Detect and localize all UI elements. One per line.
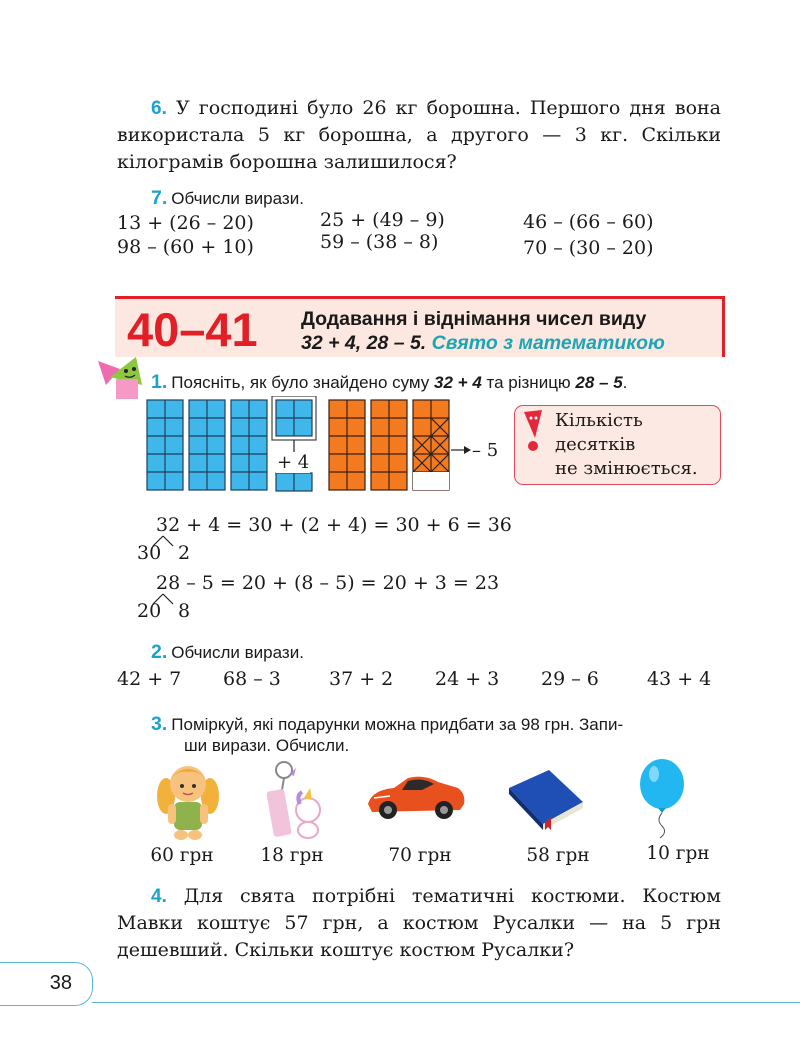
split-tens: 20 bbox=[137, 600, 162, 622]
expression: 59 – (38 – 8) bbox=[320, 231, 439, 253]
task-3-heading bbox=[151, 710, 731, 756]
task-instruction-end: . bbox=[622, 373, 628, 392]
equation-sum: 32 + 4 = 30 + (2 + 4) = 30 + 6 = 36 bbox=[156, 514, 512, 536]
blue-added-ones bbox=[276, 473, 312, 491]
lesson-number: 40–41 bbox=[127, 303, 258, 356]
split-ones: 8 bbox=[178, 600, 191, 622]
exclamation-icon bbox=[520, 408, 548, 454]
doll-icon bbox=[152, 760, 224, 842]
gift-price: 70 грн bbox=[388, 845, 452, 866]
expression: 29 – 6 bbox=[541, 668, 599, 690]
task-instruction: Обчисли вирази. bbox=[171, 189, 304, 208]
task-number: 4. bbox=[151, 886, 167, 907]
blue-ten-block bbox=[231, 400, 267, 490]
lesson-title-line1: Додавання і віднімання чисел виду bbox=[301, 308, 647, 330]
task-number: 6. bbox=[151, 98, 167, 119]
task-instruction: Обчисли вирази. bbox=[171, 643, 304, 662]
keychain-icon bbox=[260, 760, 330, 842]
lesson-title-example: 32 + 4, 28 – 5. bbox=[301, 332, 427, 354]
task-number: 3. bbox=[151, 713, 168, 735]
task-text: У господині було 26 кг борошна. Першого дня вона використала 5 кг борошна, а другого — 3 кг. Скільки кілограмів борошна залишилося? bbox=[117, 97, 721, 173]
sum-example: 32 + 4 bbox=[434, 373, 482, 392]
blue-ten-block bbox=[147, 400, 183, 490]
task-number: 1. bbox=[151, 371, 168, 393]
task-instruction: Поміркуй, які подарунки можна придбати за 98 грн. Запи- bbox=[171, 715, 624, 734]
split-ones: 2 bbox=[178, 542, 191, 564]
lesson-theme: Свято з математикою bbox=[431, 332, 665, 354]
gift-price: 58 грн bbox=[526, 845, 590, 866]
task-text: Для свята потрібні тематичні костюми. Костюм Мавки коштує 57 грн, а костюм Русалки — на 5 грн дешевший. Скільки коштує костюм Русалки? bbox=[117, 885, 722, 961]
tens-blocks-addition bbox=[143, 396, 323, 496]
task-instruction-mid: та різницю bbox=[481, 373, 576, 392]
blue-ones-block bbox=[276, 400, 312, 436]
task-instruction: ши вирази. Обчисли. bbox=[184, 736, 350, 755]
gift-price: 60 грн bbox=[150, 845, 214, 866]
task-2-heading bbox=[151, 638, 304, 666]
toy-car-icon bbox=[364, 772, 468, 822]
task-number: 2. bbox=[151, 641, 168, 663]
footer-line bbox=[92, 1002, 800, 1003]
expression: 13 + (26 – 20) bbox=[117, 212, 254, 234]
expression: 70 – (30 – 20) bbox=[523, 237, 654, 259]
white-cell bbox=[413, 472, 449, 490]
hint-line: Кількість bbox=[555, 410, 643, 431]
difference-example: 28 – 5 bbox=[575, 373, 623, 392]
blue-ten-block bbox=[189, 400, 225, 490]
task-number: 7. bbox=[151, 187, 168, 209]
expression: 68 – 3 bbox=[223, 668, 281, 690]
task-instruction-start: Поясніть, як було знайдено суму bbox=[171, 373, 435, 392]
expression: 98 – (60 + 10) bbox=[117, 236, 254, 258]
expression: 46 – (66 – 60) bbox=[523, 211, 654, 233]
page-number-box bbox=[0, 962, 93, 1006]
gift-price: 10 грн bbox=[646, 843, 710, 864]
orange-ten-block bbox=[329, 400, 365, 490]
task-4 bbox=[117, 883, 721, 964]
expression: 25 + (49 – 9) bbox=[320, 209, 445, 231]
expression: 24 + 3 bbox=[435, 668, 500, 690]
lesson-title-line2 bbox=[301, 331, 721, 355]
expression: 37 + 2 bbox=[329, 668, 394, 690]
orange-ten-block bbox=[371, 400, 407, 490]
minus-label: – 5 bbox=[472, 440, 499, 461]
tens-blocks-subtraction bbox=[325, 396, 475, 496]
plus-label: + 4 bbox=[277, 452, 310, 473]
expression: 42 + 7 bbox=[117, 668, 182, 690]
task-6 bbox=[117, 95, 721, 176]
split-tens: 30 bbox=[137, 542, 162, 564]
hint-line: десятків bbox=[555, 434, 636, 455]
expression: 43 + 4 bbox=[647, 668, 712, 690]
shapes-character-icon bbox=[92, 355, 150, 403]
gift-price: 18 грн bbox=[260, 845, 324, 866]
hint-line: не змінюється. bbox=[555, 458, 698, 479]
balloon-icon bbox=[636, 758, 688, 840]
arrow-head bbox=[464, 446, 471, 454]
equation-difference: 28 – 5 = 20 + (8 – 5) = 20 + 3 = 23 bbox=[156, 572, 500, 594]
hint-text bbox=[555, 409, 698, 481]
task-7-heading bbox=[151, 184, 304, 212]
lesson-title bbox=[301, 307, 721, 355]
task-1-heading bbox=[151, 368, 627, 396]
book-icon bbox=[505, 766, 585, 832]
page-number: 38 bbox=[49, 972, 72, 994]
